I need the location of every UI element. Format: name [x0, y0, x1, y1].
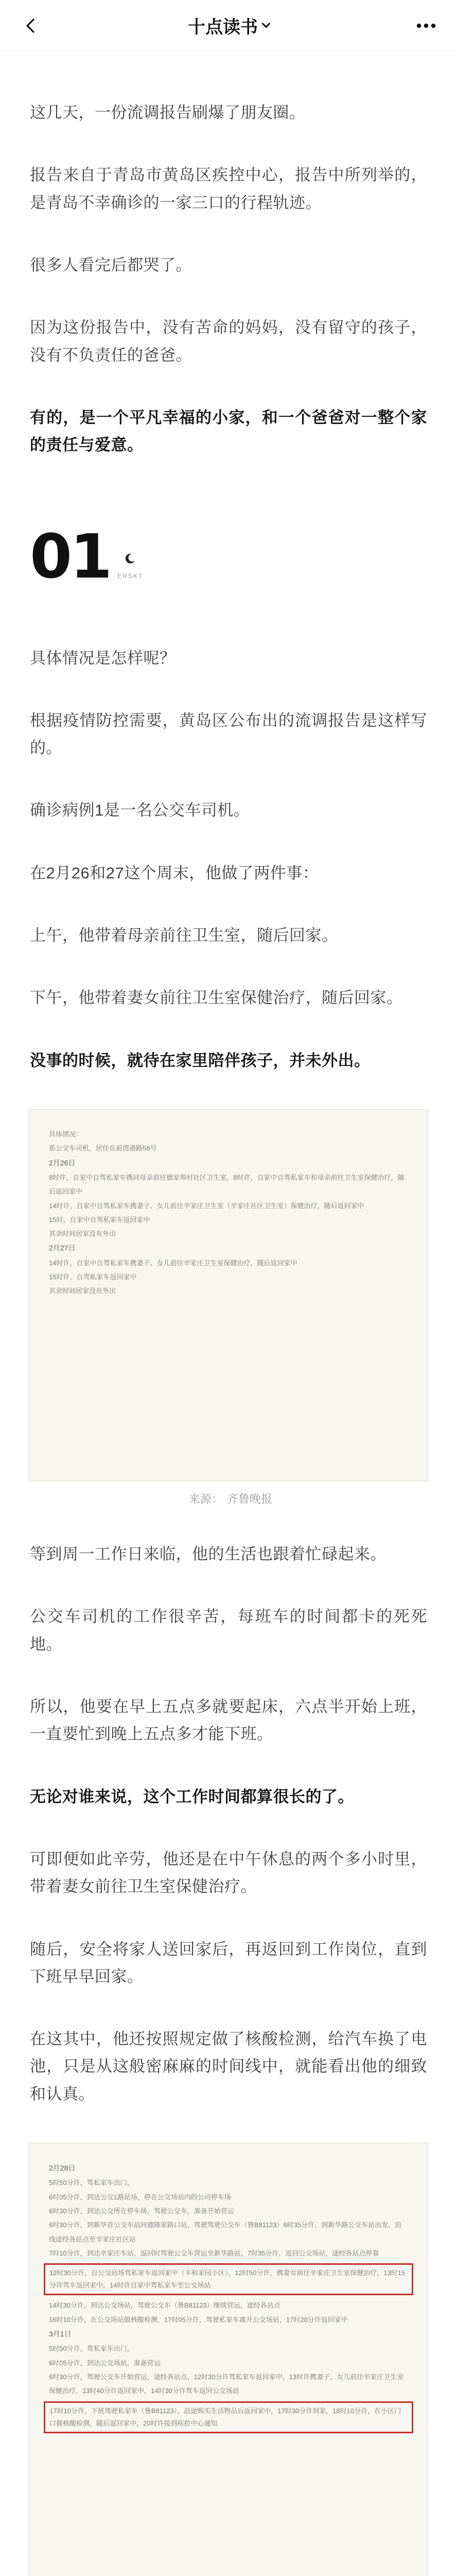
report-line: 6时30分许，到新华首公交车站同德隆家路口站，驾驶驾驶公交车（鲁B81123）6时35分许，到新华路公交车站出发，沿线途经各站点至辛家庄社区站	[49, 2221, 402, 2243]
report-line: 16时10分许，在公交场站做核酸检测，17时05分许，驾驶私家车离开公交场站，17时20分许返回家中	[49, 2315, 348, 2324]
account-title: 十点读书	[188, 18, 258, 37]
report-line: 具体情况：	[49, 1130, 83, 1138]
report-line: 6时05分许，到达公交1路站场，停在公交场站内的公司停车场	[49, 2193, 231, 2201]
report-figure-2	[29, 2143, 428, 2576]
report-line: 系公交车司机，居住在前湾港路58号	[49, 1144, 157, 1153]
highlighted-report-line: 12时30分许，自公交站场驾私家车返回家中（丰和家园小区），12时50分许，携妻女前往辛家庄卫生室保健治疗，13时15分许驾车返回家中，14时许自家中驾私家车至公交场站	[44, 2263, 413, 2295]
paragraph: 下午，他带着妻女前往卫生室保健治疗，随后回家。	[30, 989, 403, 1007]
report-line: 14时许，自家中自驾私家车携妻子、女儿前往辛家庄卫生室（辛家庄社区卫生室）保健治疗，随后返回家中	[49, 1201, 364, 1210]
caption-source: 齐鲁晚报	[227, 1493, 273, 1505]
report-line: 2月27日	[49, 1244, 76, 1252]
report-line: 其余时间居家没有外出	[49, 1287, 116, 1295]
highlighted-report-line: 17时10分许，下班驾驶私家车（鲁B81123），沿途购买生活物品后返回家中，17时30分许到家，18时10分许，在小区门口做核酸检测，随后返回家中，20时许接到疾控中心通知	[44, 2401, 413, 2433]
emphasis-paragraph: 有的，是一个平凡幸福的小家，和一个爸爸对一整个家的责任与爱意。	[30, 408, 427, 454]
report-line: 3月1日	[49, 2329, 72, 2338]
section-number: 01	[30, 520, 111, 592]
paragraph: 在2月26和27这个周末，他做了两件事：	[30, 863, 319, 882]
report-line: 5时50分许，驾私家车出门，	[49, 2345, 134, 2353]
report-line: 其余时间居家没有外出	[49, 1230, 116, 1238]
paragraph: 在这其中，他还按照规定做了核酸检测，给汽车换了电池，只是从这般密麻麻的时间线中，就能看出他的细致和认真。	[30, 2030, 427, 2103]
paragraph: 随后，安全将家人送回家后，再返回到工作岗位，直到下班早早回家。	[30, 1940, 427, 1986]
report-image	[29, 1109, 428, 1481]
caption-prefix: 来源：	[188, 1493, 223, 1505]
paragraph: 这几天，一份流调报告刷爆了朋友圈。	[30, 104, 306, 122]
top-bar	[0, 0, 457, 52]
report-line: 15时许，自驾私家车返回家中	[49, 1273, 137, 1281]
paragraph: 公交车司机的工作很辛苦，每班车的时间都卡的死死地。	[30, 1607, 427, 1653]
emphasis-paragraph: 没事的时候，就待在家里陪伴孩子，并未外出。	[30, 1051, 371, 1070]
report-line: 7时10分许，到达辛家庄车站，返回时驾驶公交车营运至新华路站，7时35分许，返回公交场站，途经各站点停靠	[49, 2249, 379, 2257]
report-line: 8时许，自家中自驾私家车携同母亲前往德家埠村社区卫生室，8时许，自家中自驾私家车和母亲前往卫生室保健治疗，随后返回家中	[49, 1173, 405, 1196]
article-body	[0, 52, 457, 2576]
report-line: 2月28日	[49, 2164, 76, 2173]
report-figure-1	[29, 1109, 428, 1506]
report-line: 14时30分许，到达公交场站，驾驶公交车（鲁B81123）继续营运，途经各站点	[49, 2301, 280, 2310]
report-line: 5时50分许，驾私家车出门，	[49, 2179, 134, 2187]
section-word: ERSKT	[117, 572, 144, 580]
chevron-down-icon	[262, 19, 271, 28]
paragraph: 等到周一工作日来临，他的生活也跟着忙碌起来。	[30, 1545, 386, 1563]
paragraph: 可即便如此辛劳，他还是在中午休息的两个多小时里，带着妻女前往卫生室保健治疗。	[30, 1850, 427, 1896]
report-line: 14时许，自家中自驾私家车携妻子、女儿前往辛家庄卫生室保健治疗，随后返回家中	[49, 1259, 297, 1267]
report-line: 6时05分许，到达公交场站，准备营运	[49, 2359, 161, 2367]
section-heading	[30, 520, 427, 592]
image-caption	[29, 1481, 428, 1506]
paragraph: 因为这份报告中，没有苦命的妈妈，没有留守的孩子，没有不负责任的爸爸。	[30, 318, 427, 364]
emphasis-paragraph: 无论对谁来说，这个工作时间都算很长的了。	[30, 1787, 354, 1806]
paragraph: 确诊病例1是一名公交车司机。	[30, 801, 250, 820]
paragraph: 具体情况是怎样呢？	[30, 649, 176, 667]
report-line: 15时，自家中自驾私家车返回家中	[49, 1215, 150, 1224]
back-arrow-icon[interactable]	[16, 11, 45, 40]
paragraph: 报告来自于青岛市黄岛区疾控中心，报告中所列举的，是青岛不幸确诊的一家三口的行程轨迹。	[30, 166, 427, 212]
crescent-moon-icon	[125, 553, 136, 564]
paragraph: 根据疫情防控需要，黄岛区公布出的流调报告是这样写的。	[30, 711, 427, 757]
account-title-switcher[interactable]	[188, 13, 269, 38]
report-line: 6时30分许，驾驶公交车开始营运，途经各站点，12时30分许驾私家车返回家中，13时许携妻子、女儿前往辛家庄卫生室保健治疗，13时40分许返回家中，14时30分许驾车返回公交场站	[49, 2372, 404, 2395]
paragraph: 很多人看完后都哭了。	[30, 256, 192, 274]
report-image	[29, 2143, 428, 2576]
paragraph: 上午，他带着母亲前往卫生室，随后回家。	[30, 926, 338, 945]
report-line: 6时30分许，到达公交所在停车场，驾驶公交车，准备开始营运	[49, 2207, 234, 2215]
section-decoration	[117, 553, 143, 587]
paragraph: 所以，他要在早上五点多就要起床，六点半开始上班，一直要忙到晚上五点多才能下班。	[30, 1697, 427, 1743]
more-dots-icon[interactable]	[412, 11, 441, 40]
report-line: 2月26日	[49, 1158, 76, 1167]
